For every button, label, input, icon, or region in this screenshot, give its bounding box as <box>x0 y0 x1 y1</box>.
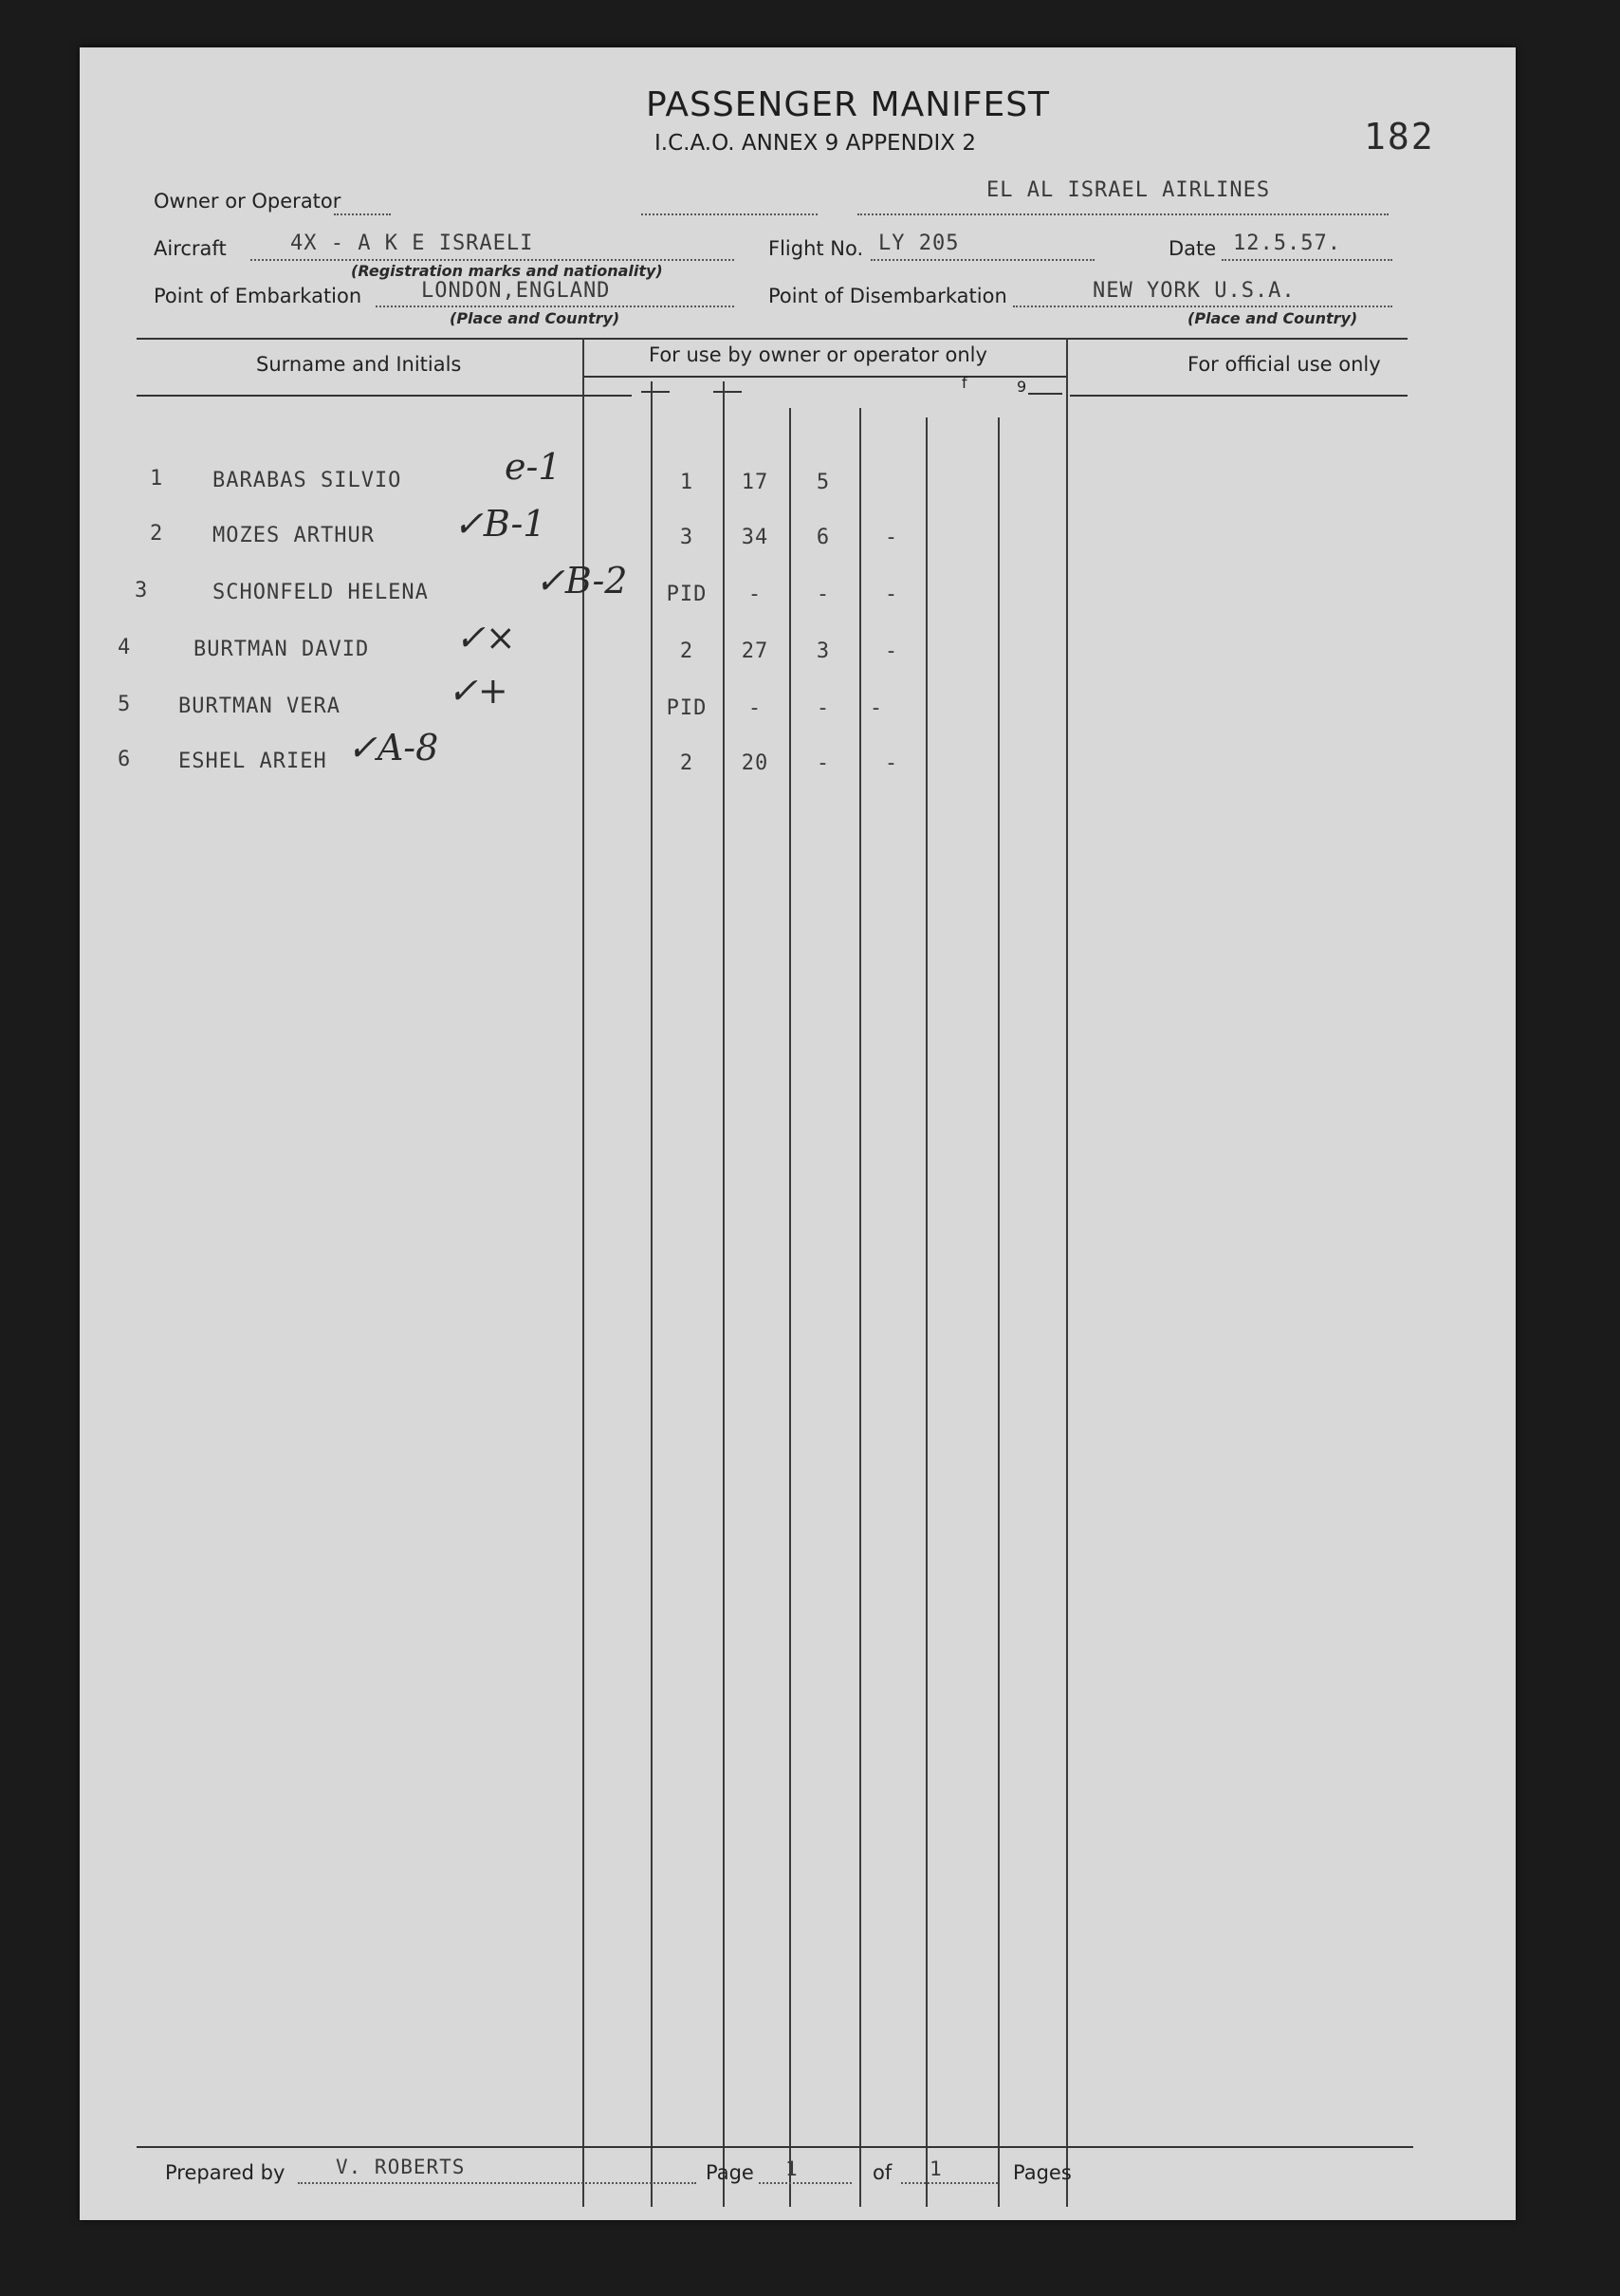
operator-cell: 34 <box>741 526 769 549</box>
embarkation-value: LONDON,ENGLAND <box>421 279 611 303</box>
of-label: of <box>873 2161 893 2184</box>
handwritten-annotation: ✓× <box>455 617 516 658</box>
subcol-tick-b <box>713 391 742 393</box>
row-number: 5 <box>118 693 132 716</box>
column-divider-2 <box>651 381 653 2207</box>
manifest-sheet <box>80 47 1516 2220</box>
footer-rule <box>137 2146 1413 2148</box>
column-divider-3 <box>723 381 725 2207</box>
handwritten-annotation: ✓A-8 <box>347 727 439 768</box>
operator-cell: 3 <box>679 526 694 549</box>
passenger-name: SCHONFELD HELENA <box>212 581 429 604</box>
row-number: 1 <box>150 467 164 491</box>
document-title: PASSENGER MANIFEST <box>646 85 1051 124</box>
page-label: Page <box>706 2161 754 2184</box>
embarkation-note: (Place and Country) <box>450 309 620 327</box>
pages-label: Pages <box>1013 2161 1072 2184</box>
row-number: 2 <box>150 522 164 546</box>
page-number-value: 1 <box>785 2157 799 2180</box>
date-label: Date <box>1169 237 1217 260</box>
aircraft-dotline <box>250 259 734 261</box>
owner-value: EL AL ISRAEL AIRLINES <box>986 178 1271 202</box>
date-value: 12.5.57. <box>1233 231 1341 255</box>
operator-cell: - <box>816 696 831 720</box>
subcol-tick-a <box>641 391 670 393</box>
page-dotline <box>759 2182 852 2184</box>
operator-cell: - <box>884 751 899 775</box>
column-divider-4 <box>789 408 791 2207</box>
date-dotline <box>1222 259 1392 261</box>
operator-cell: 5 <box>816 471 831 494</box>
flight-value: LY 205 <box>878 231 960 255</box>
column-divider-8 <box>1066 338 1068 2207</box>
prepared-by-label: Prepared by <box>165 2161 285 2184</box>
column-divider-1 <box>582 338 584 2207</box>
operator-cell: 17 <box>741 471 769 494</box>
operator-cell: - <box>869 696 884 720</box>
operator-cell: PID <box>666 696 708 720</box>
disembarkation-dotline <box>1013 306 1392 307</box>
owner-dotline-right <box>857 213 1389 215</box>
operator-cell: - <box>747 583 763 606</box>
column-divider-6 <box>926 417 928 2207</box>
aircraft-value: 4X - A K E ISRAELI <box>290 231 534 255</box>
row-number: 6 <box>118 748 132 771</box>
aircraft-label: Aircraft <box>154 237 227 260</box>
row-number: 4 <box>118 636 132 659</box>
operator-cell: PID <box>666 583 708 606</box>
operator-cell: 20 <box>741 751 769 775</box>
column-header-surname: Surname and Initials <box>256 353 462 376</box>
operator-cell: - <box>747 696 763 720</box>
document-subtitle: I.C.A.O. ANNEX 9 APPENDIX 2 <box>654 131 976 156</box>
sub-column-f: f <box>962 374 967 392</box>
column-header-operator: For use by owner or operator only <box>649 343 987 366</box>
handwritten-annotation: ✓B-2 <box>535 560 628 602</box>
passenger-name: MOZES ARTHUR <box>212 524 375 547</box>
passenger-name: ESHEL ARIEH <box>178 750 327 773</box>
column-divider-7 <box>998 417 1000 2207</box>
handwritten-annotation: ✓+ <box>448 670 508 712</box>
passenger-name: BARABAS SILVIO <box>212 469 402 492</box>
embarkation-label: Point of Embarkation <box>154 285 362 307</box>
passenger-name: BURTMAN DAVID <box>193 638 370 661</box>
operator-cell: 1 <box>679 471 694 494</box>
page-reference-number: 182 <box>1364 116 1435 157</box>
operator-cell: - <box>816 583 831 606</box>
operator-cell: - <box>816 751 831 775</box>
operator-cell: - <box>884 583 899 606</box>
owner-dotline-left <box>334 213 391 215</box>
operator-cell: - <box>884 526 899 549</box>
table-top-rule <box>137 338 1408 340</box>
official-header-underline <box>1070 395 1408 397</box>
operator-cell: 27 <box>741 639 769 663</box>
disembarkation-note: (Place and Country) <box>1187 309 1358 327</box>
total-pages-value: 1 <box>930 2157 943 2180</box>
handwritten-annotation: ✓B-1 <box>453 503 546 545</box>
aircraft-note: (Registration marks and nationality) <box>351 262 663 280</box>
operator-header-underline <box>582 376 1066 378</box>
owner-label: Owner or Operator <box>154 190 341 213</box>
disembarkation-label: Point of Disembarkation <box>768 285 1007 307</box>
flight-label: Flight No. <box>768 237 864 260</box>
operator-cell: 3 <box>816 639 831 663</box>
prepared-by-dotline <box>298 2182 696 2184</box>
prepared-by-value: V. ROBERTS <box>336 2156 466 2178</box>
handwritten-annotation: e-1 <box>505 446 561 488</box>
owner-dotline-mid <box>641 213 818 215</box>
sub-column-9: 9 <box>1017 378 1027 396</box>
embarkation-dotline <box>376 306 734 307</box>
operator-cell: 2 <box>679 751 694 775</box>
disembarkation-value: NEW YORK U.S.A. <box>1093 279 1296 303</box>
surname-header-underline <box>137 395 632 397</box>
operator-cell: 6 <box>816 526 831 549</box>
subcol-tick-c <box>1028 393 1062 395</box>
column-header-official: For official use only <box>1187 353 1381 376</box>
passenger-name: BURTMAN VERA <box>178 694 341 718</box>
operator-cell: 2 <box>679 639 694 663</box>
operator-cell: - <box>884 639 899 663</box>
column-divider-5 <box>859 408 861 2207</box>
flight-dotline <box>871 259 1095 261</box>
row-number: 3 <box>135 579 149 602</box>
of-dotline <box>901 2182 998 2184</box>
